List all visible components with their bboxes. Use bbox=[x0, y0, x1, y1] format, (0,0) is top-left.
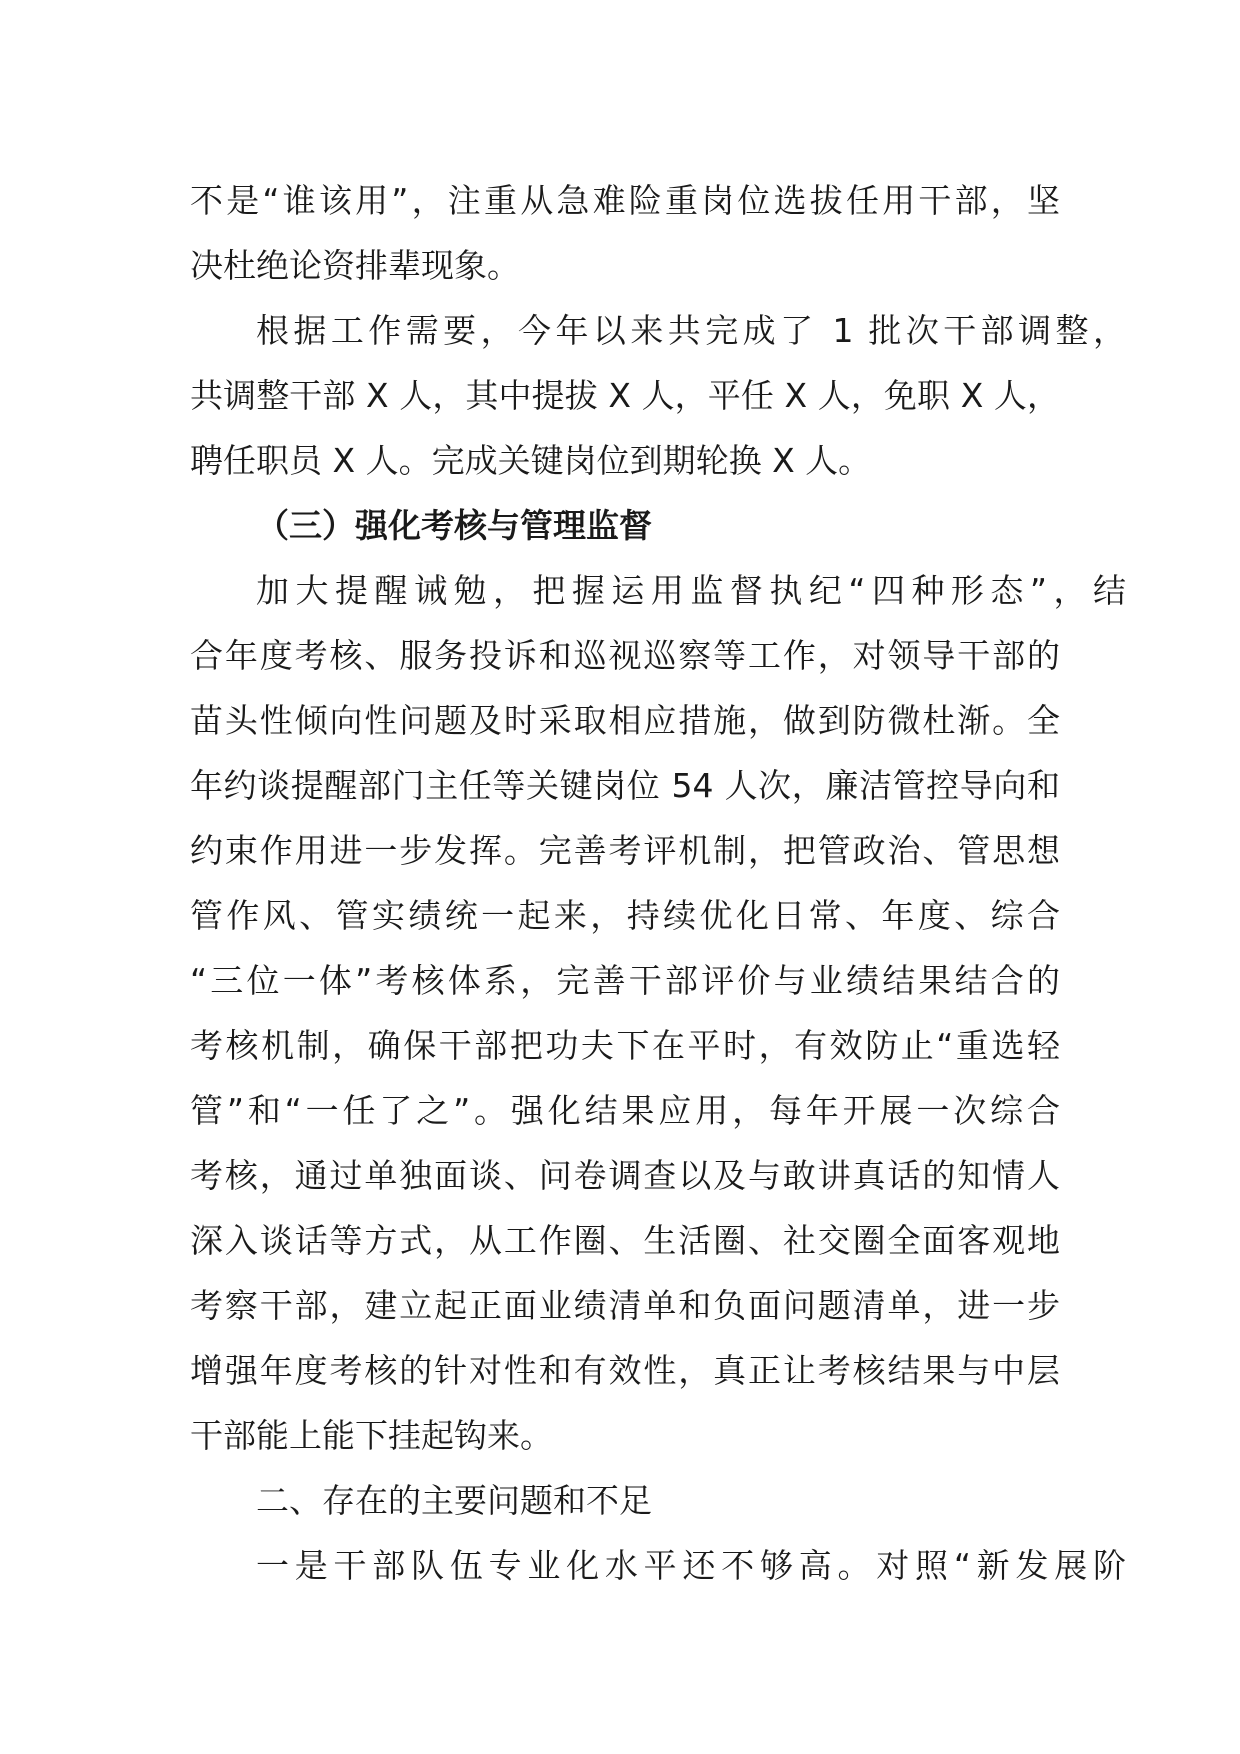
paragraph-line: 不是“谁该用”，注重从急难险重岗位选拔任用干部，坚 bbox=[190, 181, 1060, 220]
paragraph-line: 共调整干部 X 人，其中提拔 X 人，平任 X 人，免职 X 人， bbox=[190, 376, 1060, 415]
section-heading-plain: 二、存在的主要问题和不足 bbox=[256, 1481, 652, 1520]
paragraph-line: 聘任职员 X 人。完成关键岗位到期轮换 X 人。 bbox=[190, 441, 872, 480]
section-heading: （三）强化考核与管理监督 bbox=[256, 506, 652, 545]
paragraph-line: 约束作用进一步发挥。完善考评机制，把管政治、管思想 bbox=[190, 831, 1060, 870]
paragraph-line: 考核，通过单独面谈、问卷调查以及与敢讲真话的知情人 bbox=[190, 1156, 1060, 1195]
paragraph-line: 一是干部队伍专业化水平还不够高。对照“新发展阶 bbox=[256, 1546, 1126, 1585]
paragraph-line: 增强年度考核的针对性和有效性，真正让考核结果与中层 bbox=[190, 1351, 1060, 1390]
paragraph-line: 考察干部，建立起正面业绩清单和负面问题清单，进一步 bbox=[190, 1286, 1060, 1325]
document-body bbox=[190, 168, 1126, 1598]
paragraph-line: 考核机制，确保干部把功夫下在平时，有效防止“重选轻 bbox=[190, 1026, 1060, 1065]
paragraph-line: 管作风、管实绩统一起来，持续优化日常、年度、综合 bbox=[190, 896, 1060, 935]
paragraph-line: 干部能上能下挂起钩来。 bbox=[190, 1416, 553, 1455]
paragraph-line: 深入谈话等方式，从工作圈、生活圈、社交圈全面客观地 bbox=[190, 1221, 1060, 1260]
paragraph-line: 年约谈提醒部门主任等关键岗位 54 人次，廉洁管控导向和 bbox=[190, 766, 1060, 805]
paragraph-line: 管”和“一任了之”。强化结果应用，每年开展一次综合 bbox=[190, 1091, 1060, 1130]
paragraph-line: 决杜绝论资排辈现象。 bbox=[190, 246, 520, 285]
paragraph-line: 加大提醒诫勉，把握运用监督执纪“四种形态”，结 bbox=[256, 571, 1126, 610]
paragraph-line: 合年度考核、服务投诉和巡视巡察等工作，对领导干部的 bbox=[190, 636, 1060, 675]
paragraph-line: 苗头性倾向性问题及时采取相应措施，做到防微杜渐。全 bbox=[190, 701, 1060, 740]
paragraph-line: 根据工作需要，今年以来共完成了 1 批次干部调整， bbox=[256, 311, 1126, 350]
paragraph-line: “三位一体”考核体系，完善干部评价与业绩结果结合的 bbox=[190, 961, 1060, 1000]
